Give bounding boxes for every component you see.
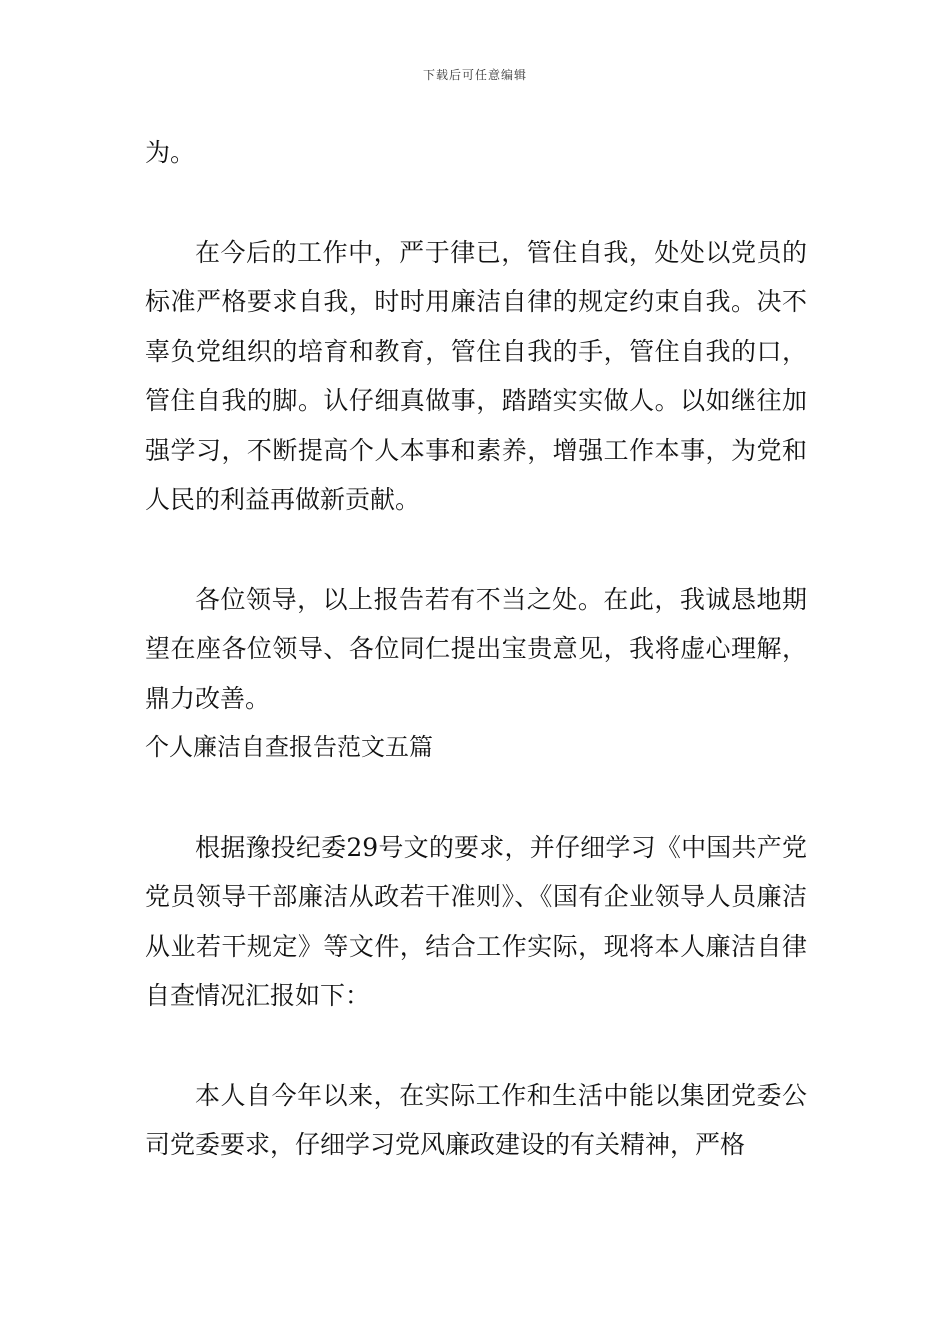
paragraph-self-discipline: 在今后的工作中，严于律已，管住自我，处处以党员的标准严格要求自我，时时用廉洁自律的规定约束自我。决不辜负党组织的培育和教育，管住自我的手，管住自我的口，管住自我的脚。认仔细真做事，踏踏实实做人。以如继往加强学习，不断提高个人本事和素养，增强工作本事，为党和人民的利益再做新贡献。 — [145, 237, 807, 514]
section-title: 个人廉洁自查报告范文五篇 — [145, 733, 433, 761]
paragraph-closing-remarks: 各位领导，以上报告若有不当之处。在此，我诚恳地期望在座各位领导、各位同仁提出宝贵意见，我将虚心理解，鼎力改善。 — [145, 584, 807, 713]
page-header-note: 下载后可任意编辑 — [422, 68, 527, 82]
paragraph-self-check: 本人自今年以来，在实际工作和生活中能以集团党委公司党委要求，仔细学习党风廉政建设的有关精神，严格 — [145, 1080, 807, 1159]
paragraph-intro: 根据豫投纪委29号文的要求，并仔细学习《中国共产党党员领导干部廉洁从政若干准则》、《国有企业领导人员廉洁从业若干规定》等文件，结合工作实际，现将本人廉洁自律自查情况汇报如下： — [145, 832, 807, 1010]
paragraph-continuation: 为。 — [145, 138, 196, 167]
document-body — [145, 128, 807, 1170]
